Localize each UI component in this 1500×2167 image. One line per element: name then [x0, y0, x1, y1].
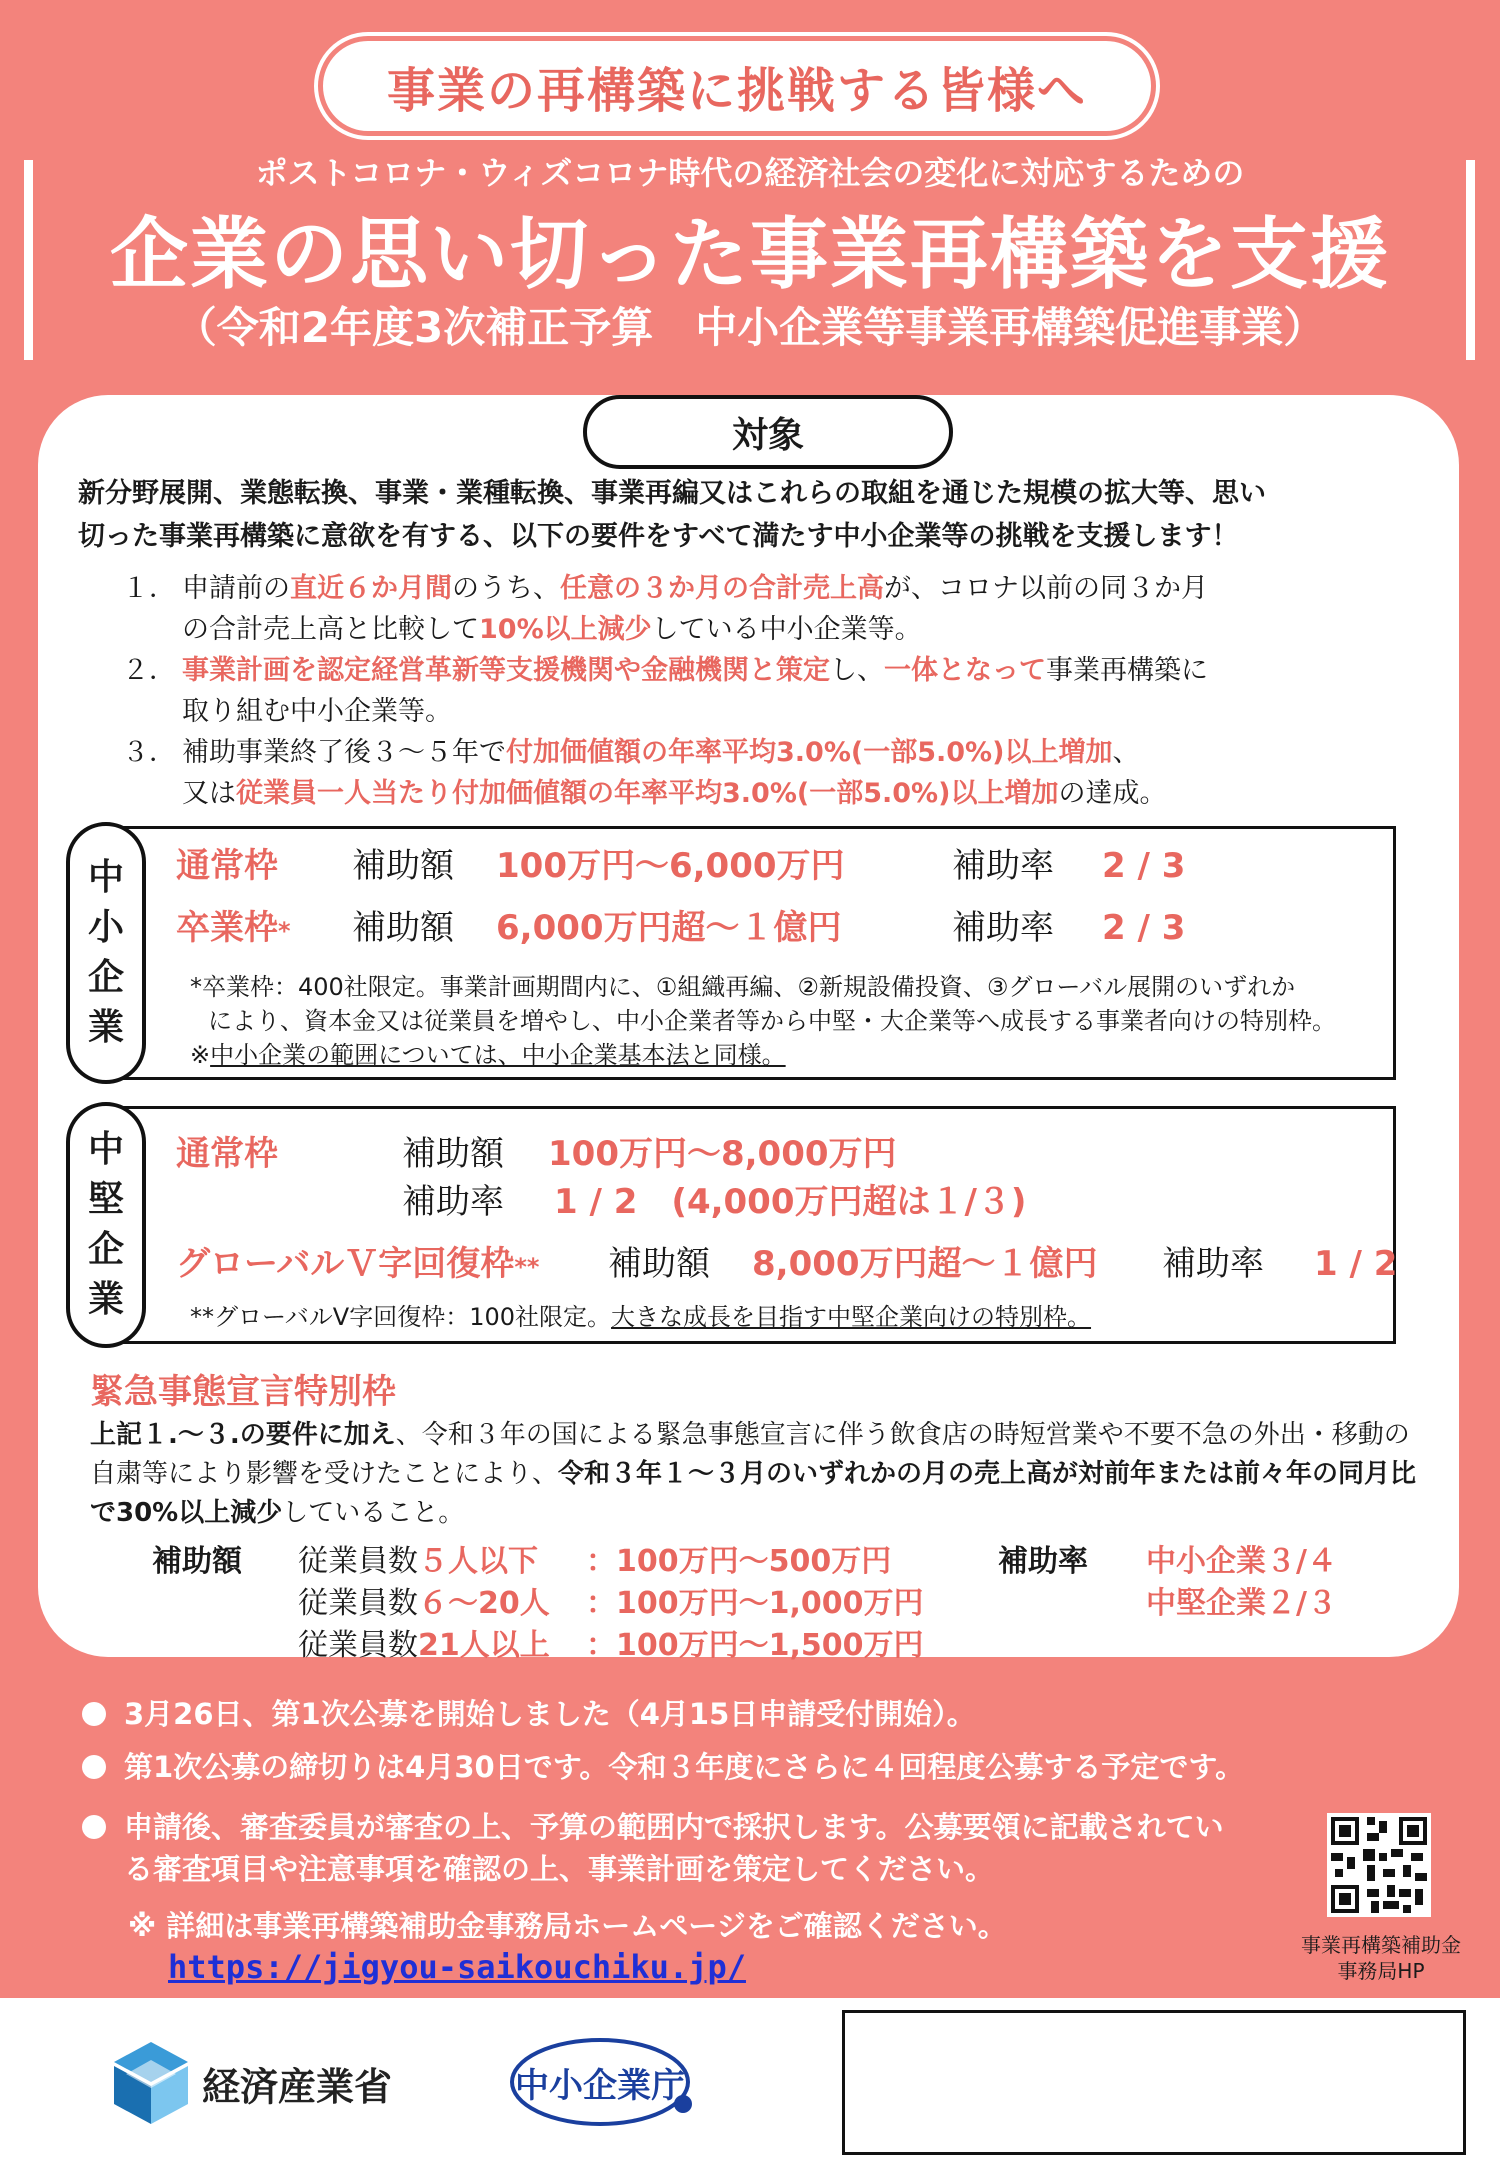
mid-global-amount: 8,000万円超～１億円: [752, 1244, 1098, 1284]
req-text: している中小企業等。: [651, 614, 922, 645]
req-text: 申請前の: [182, 573, 290, 604]
mid-note: [190, 1300, 1390, 1334]
intro-text: [78, 472, 1438, 558]
sme-note-3-prefix: ※: [190, 1041, 211, 1069]
employee-label: 従業員数: [298, 1544, 418, 1579]
sme-grad-name: 卒業枠: [176, 908, 278, 948]
mid-global-row: [176, 1236, 1397, 1285]
subtitle-2: （令和2年度3次補正予算 中小企業等事業再構築促進事業）: [174, 303, 1326, 352]
label-char: 企: [87, 1229, 124, 1270]
mid-vertical-label: [66, 1102, 146, 1348]
req-text: 又は: [182, 778, 236, 809]
sme-normal-rate: 2 / 3: [1102, 846, 1186, 886]
mid-global-rate: 1 / 2: [1314, 1244, 1398, 1284]
emergency-rate-label: 補助率: [998, 1544, 1088, 1579]
emergency-text-part: 移動の自粛等により影響を受けたことにより、: [90, 1420, 1410, 1489]
req-text: の達成。: [1058, 778, 1167, 809]
req-text: 取り組む中小企業等。: [182, 696, 452, 727]
sme-grad-mark: *: [278, 917, 291, 945]
bullet-dot-icon: [82, 1702, 106, 1726]
label-char: 中: [87, 1129, 124, 1170]
req-text: のうち、: [452, 573, 560, 604]
emergency-rate-sme: 中小企業３/４: [1146, 1544, 1337, 1579]
rate-label: 補助率: [402, 1182, 504, 1222]
employee-label: 従業員数: [298, 1628, 418, 1663]
mid-note-prefix: **グローバルV字回復枠：100社限定。: [190, 1303, 612, 1331]
sme-note-3: 中小企業の範囲については、中小企業基本法と同様。: [210, 1041, 786, 1069]
mid-normal-rate: 1 / 2 (4,000万円超は１/３): [554, 1182, 1027, 1222]
emergency-text-part: していること。: [282, 1498, 465, 1528]
amount-label: 補助額: [608, 1244, 710, 1284]
req-number: ３．: [122, 737, 176, 768]
label-char: 中: [87, 857, 124, 898]
target-label: 対象: [583, 395, 953, 469]
amount-label: 補助額: [352, 846, 454, 886]
req-number: １．: [122, 573, 176, 604]
mid-global-mark: **: [514, 1253, 540, 1281]
qr-caption: [1270, 1932, 1492, 1984]
req-text: 事業再構築に: [1046, 655, 1208, 686]
req-highlight: 10%以上減少: [479, 614, 652, 645]
emergency-text-bold: 上記１.～３.の要件に加え: [90, 1420, 396, 1450]
emergency-text-part: 、令和３年の国による緊急事態宣言に伴う飲食店の時短営業や不要不急の外出・: [395, 1420, 1332, 1450]
sme-normal-amount: 100万円～6,000万円: [496, 846, 845, 886]
req-highlight: 一体となって: [884, 655, 1046, 686]
sme-grad-row: [176, 900, 1185, 949]
req-text: 補助事業終了後３～５年で: [182, 737, 506, 768]
rate-label: 補助率: [952, 846, 1054, 886]
qr-code-icon[interactable]: [1327, 1813, 1431, 1917]
emergency-text: [90, 1416, 1425, 1533]
bullet-text: 申請後、審査委員が審査の上、予算の範囲内で採択します。公募要領に記載されてい: [124, 1810, 1224, 1844]
req-text: が、コロナ以前の同３か月: [884, 573, 1208, 604]
employee-range: ５人以下: [418, 1544, 538, 1579]
requirement-2: [122, 650, 1442, 732]
emergency-amount: ：100万円～1,000万円: [586, 1586, 924, 1621]
mid-global-name: グローバルＶ字回復枠: [176, 1244, 515, 1284]
rate-label: 補助率: [1162, 1244, 1264, 1284]
meti-name: 経済産業省: [202, 2064, 393, 2109]
req-highlight: 付加価値額の年率平均3.0%(一部5.0%)以上増加: [506, 737, 1113, 768]
bullet-dot-icon: [82, 1755, 106, 1779]
empty-stamp-box: [842, 2010, 1466, 2155]
top-banner-pill: 事業の再構築に挑戦する皆様へ: [318, 36, 1156, 136]
detail-note: ※ 詳細は事業再構築補助金事務局ホームページをご確認ください。: [128, 1909, 1007, 1943]
emergency-amount-label: 補助額: [152, 1544, 242, 1579]
emergency-text-bold: 令和３年１～３月のいずれかの月の売上高が対前年または前々年: [558, 1459, 1313, 1489]
req-number: ２．: [122, 655, 176, 686]
sme-grad-amount: 6,000万円超～１億円: [496, 908, 842, 948]
mid-note-underlined: 大きな成長を目指す中堅企業向けの特別枠。: [611, 1303, 1092, 1331]
employee-range: ６～20人: [418, 1586, 550, 1621]
requirement-1: [122, 568, 1442, 650]
subtitle-1: ポストコロナ・ウィズコロナ時代の経済社会の変化に対応するための: [255, 154, 1245, 192]
sme-vertical-label: [66, 822, 146, 1084]
amount-label: 補助額: [402, 1134, 504, 1174]
emergency-text-bold: の同月比で30%以上減少: [90, 1459, 1417, 1528]
bullet-2: [82, 1746, 1244, 1788]
intro-line-2: 切った事業再構築に意欲を有する、以下の要件をすべて満たす中小企業等の挑戦を支援します！: [78, 521, 1239, 552]
sme-note-1: *卒業枠：400社限定。事業計画期間内に、①組織再編、②新規設備投資、③グローバル展開のいずれか: [190, 973, 1296, 1001]
req-text: し、: [830, 655, 884, 686]
requirement-3: [122, 732, 1442, 814]
bullet-1: [82, 1693, 976, 1735]
meti-logo: [112, 2040, 392, 2126]
label-char: 業: [87, 1007, 124, 1048]
sme-note-2: により、資本金又は従業員を増やし、中小企業者等から中堅・大企業等へ成長する事業者向けの特別枠。: [208, 1007, 1336, 1035]
rate-label: 補助率: [952, 908, 1054, 948]
label-char: 堅: [87, 1179, 124, 1220]
qr-caption-line-2: 事務局HP: [1337, 1959, 1425, 1983]
req-highlight: 従業員一人当たり付加価値額の年率平均3.0%(一部5.0%)以上増加: [236, 778, 1059, 809]
label-char: 企: [87, 957, 124, 998]
sme-notes: [190, 970, 1390, 1072]
sme-grad-rate: 2 / 3: [1102, 908, 1186, 948]
intro-line-1: 新分野展開、業態転換、事業・業種転換、事業再編又はこれらの取組を通じた規模の拡大等、思い: [78, 478, 1266, 509]
req-highlight: 直近６か月間: [290, 573, 452, 604]
emergency-title: 緊急事態宣言特別枠: [90, 1372, 396, 1412]
sme-normal-name: 通常枠: [176, 846, 278, 886]
mid-normal-amount: 100万円～8,000万円: [548, 1134, 897, 1174]
mid-rate-row: [402, 1174, 1026, 1223]
sme-normal-row: [176, 838, 1185, 887]
req-highlight: 任意の３か月の合計売上高: [560, 573, 884, 604]
emergency-row-1: [298, 1536, 891, 1580]
emergency-amount: ：100万円～1,500万円: [586, 1628, 924, 1663]
bullet-3: [82, 1806, 1224, 1848]
employee-label: 従業員数: [298, 1586, 418, 1621]
chusho-logo: [505, 2030, 695, 2130]
req-text: の合計売上高と比較して: [182, 614, 479, 645]
headline: 企業の思い切った事業再構築を支援: [109, 210, 1390, 300]
emergency-rate-mid: 中堅企業２/３: [1146, 1586, 1337, 1621]
website-link[interactable]: https://jigyou-saikouchiku.jp/: [168, 1948, 746, 1986]
bullet-text: る審査項目や注意事項を確認の上、事業計画を策定してください。: [124, 1852, 995, 1886]
emergency-row-3: [298, 1620, 924, 1664]
mid-normal-row: [176, 1126, 897, 1175]
meti-logo-icon: [112, 2040, 190, 2126]
qr-caption-line-1: 事業再構築補助金: [1301, 1933, 1461, 1957]
label-char: 小: [87, 907, 124, 948]
chusho-name: 中小企業庁: [515, 2066, 685, 2106]
bullet-dot-icon: [82, 1815, 106, 1839]
bullet-3-continued: [82, 1848, 994, 1890]
req-highlight: 事業計画を認定経営革新等支援機関や金融機関と策定: [182, 655, 830, 686]
emergency-row-2: [298, 1578, 924, 1622]
bullet-text: 3月26日、第1次公募を開始しました（4月15日申請受付開始）。: [124, 1697, 976, 1731]
employee-range: 21人以上: [418, 1628, 550, 1663]
label-char: 業: [87, 1279, 124, 1320]
bullet-text: 第1次公募の締切りは4月30日です。令和３年度にさらに４回程度公募する予定です。: [124, 1750, 1245, 1784]
mid-normal-name: 通常枠: [176, 1134, 278, 1174]
amount-label: 補助額: [352, 908, 454, 948]
req-text: 、: [1112, 737, 1140, 768]
emergency-amount: ：100万円～500万円: [586, 1544, 892, 1579]
